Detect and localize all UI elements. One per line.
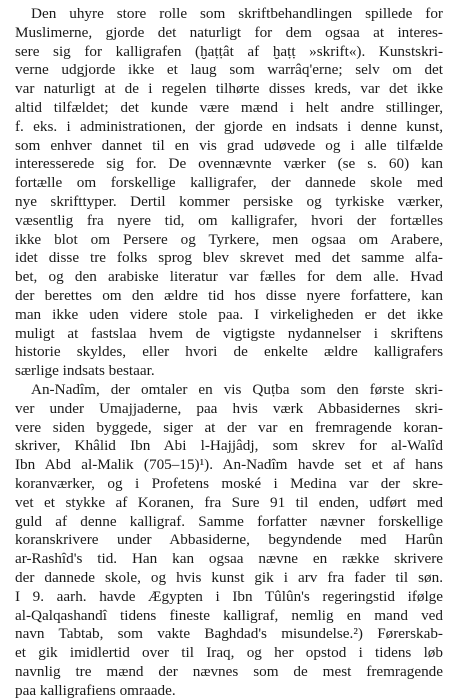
- text-line: altid tilfældet; det kunde være mænd i helt andre stillinger,: [15, 98, 443, 116]
- text-line: væsentlig fra nyere tid, om kalligrafer, hvori der fortælles: [15, 211, 443, 229]
- text-line: særlige indsats bestaar.: [15, 362, 155, 380]
- text-line: navnlig tre mænd der nævnes som de mest fremragende: [15, 662, 443, 680]
- body-text: [15, 5, 443, 700]
- text-line: koranskrivere under Abbasiderne, begyndende med Harûn: [15, 531, 443, 549]
- text-line: ver under Umajjaderne, paa hvis værk Abbasidernes skri-: [15, 399, 443, 417]
- text-line: Den uhyre store rolle som skriftbehandlingen spillede for: [31, 5, 443, 22]
- text-line: vet et stykke af Koranen, fra Sure 91 til enden, udført med: [15, 493, 443, 511]
- text-line: koranværker, og i Profetens moské i Medina var der skre-: [15, 474, 443, 492]
- text-line: historie skyldes, eller hvori de enkelte ældre kalligrafers: [15, 343, 443, 361]
- text-line: var naturligt at de i regelen tilhørte disses kreds, var det ikke: [15, 80, 443, 98]
- text-line: I 9. aarh. havde Ægypten i Ibn Tûlûn's regeringstid ifølge: [15, 587, 443, 605]
- text-line: skriver, Khâlid Ibn Abi l-Hajjâdj, som skrev for al-Walîd: [15, 437, 443, 455]
- text-line: et gik imidlertid over til Iraq, og her opstod i tidens løb: [15, 644, 443, 662]
- text-line: man ikke uden videre stole paa. I virkeligheden er det ikke: [15, 305, 443, 323]
- text-line: ar-Rashîd's tid. Han kan ogsaa nævne en række skrivere: [15, 550, 443, 568]
- paragraph-1: [15, 5, 443, 381]
- text-line: der berettes om den ældre tid hos disse nyere forfattere, kan: [15, 286, 443, 304]
- text-line: An-Nadîm, der omtaler en vis Quṭba som den første skri-: [31, 380, 443, 398]
- text-line: guld af denne kalligraf. Samme forfatter nævner forskellige: [15, 512, 443, 530]
- text-line: ikke blot om Persere og Tyrkere, men ogsaa om Arabere,: [15, 230, 443, 248]
- text-line: Muslimerne, gjorde det naturligt for dem ogsaa at interes-: [15, 23, 443, 41]
- text-line: bet, og den arabiske literatur var fælles for dem alle. Hvad: [15, 268, 443, 286]
- text-line: vere siden byggede, siger at der var en fremragende koran-: [15, 418, 443, 436]
- text-line: al-Qalqashandî tidens fineste kalligraf, nemlig en mand ved: [15, 606, 443, 624]
- text-line: Ibn Abd al-Malik (705–15)¹). An-Nadîm havde set et af hans: [15, 456, 443, 474]
- text-line: interesserede sig for. De ovennævnte værker (se s. 60) kan: [15, 155, 443, 173]
- text-line: f. eks. i administrationen, der gjorde en indsats i denne kunst,: [15, 117, 443, 135]
- text-line: nye skrifttyper. Dertil kommer persiske og tyrkiske værker,: [15, 192, 443, 210]
- text-line: fortælle om forskellige kalligrafer, der dannede skole med: [15, 174, 443, 192]
- text-line: idet disse tre folks sprog blev skrevet med det samme alfa-: [15, 249, 443, 267]
- text-line: navn Tabtab, som vakte Baghdad's misundelse.²) Førerskab-: [15, 625, 443, 643]
- text-line: sere sig for kalligrafen (ḫaṭṭât af ḫaṭṭ »skrift«). Kunstskri-: [15, 42, 443, 60]
- text-line: paa kalligrafiens omraade.: [15, 681, 176, 699]
- text-line: muligt at fastslaa hvem de vigtigste nydannelser i skriftens: [15, 324, 443, 342]
- text-line: som enhver dannet til en vis grad udøvede og i alle tilfælde: [15, 136, 443, 154]
- paragraph-2: [15, 381, 443, 700]
- text-line: der dannede skole, og hvis kunst gik i arv fra fader til søn.: [15, 568, 443, 586]
- text-line: verne udgjorde ikke et laug som warrâq'erne; selv om det: [15, 61, 443, 79]
